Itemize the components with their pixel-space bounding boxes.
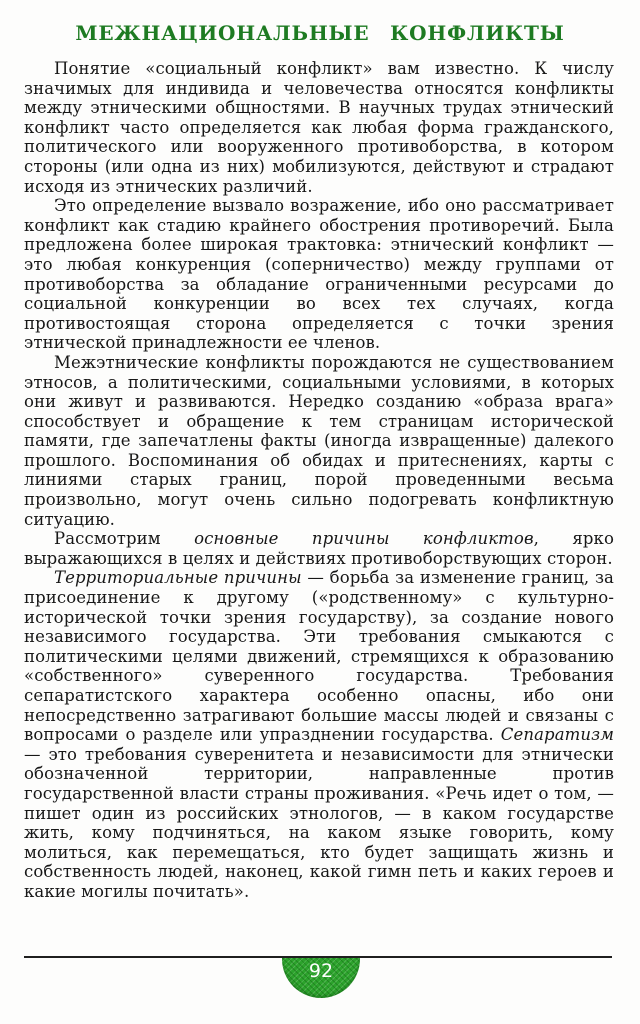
text-segment: — борьба за изменение границ, за присоединение к другому («родственному» с культурно-исторической точки зрения государству), за создание нового независимого государства. Эти требования смыкаются с политическими целями движений, стремящихся к образованию «собственного» суверенного государства. Требования сепаратистского характера особенно опасны, ибо они непосредственно затрагивают большие массы людей и связаны с вопросами о разделе или упразднении государства. [24, 568, 614, 745]
italic-text-segment: основные причины конфликтов [194, 529, 534, 549]
paragraph [24, 529, 614, 568]
body-text [0, 46, 640, 947]
text-segment: Межэтнические конфликты порождаются не существованием этносов, а политическими, социальными условиями, в которых они живут и развиваются. Нередко созданию «образа врага» способствует и обращение к тем страницам исторической памяти, где запечатлены факты (иногда извращенные) далекого прошлого. Воспоминания об обидах и притеснениях, карты с линиями старых границ, порой проведенными весьма произвольно, могут очень сильно подогревать конфликтную ситуацию. [24, 352, 614, 529]
text-segment: — это требования суверенитета и независимости для этнически обозначенной территории, направленные против государственной власти страны проживания. «Речь идет о том, — пишет один из российских этнологов, — в каком государстве жить, кому подчиняться, на каком языке говорить, кому молиться, как перемещаться, кто будет защищать жизнь и собственность людей, наконец, какой гимн петь и каких героев и какие могилы почитать». [24, 744, 614, 901]
paragraph [24, 196, 614, 353]
text-segment: Понятие «социальный конфликт» вам известно. К числу значимых для индивида и человечества относятся конфликты между этническими общностями. В научных трудах этнический конфликт часто определяется как любая форма гражданского, политического или вооруженного противоборства, в котором стороны (или одна из них) мобилизуются, действуют и страдают исходя из этнических различий. [24, 59, 614, 196]
page-number-badge [282, 958, 360, 998]
paragraph [24, 59, 614, 196]
italic-text-segment: Территориальные причины [54, 568, 302, 588]
paragraph [24, 568, 614, 901]
text-segment: , ярко выражающихся в целях и действиях противоборствующих сторон. [24, 529, 614, 568]
text-segment: Рассмотрим [54, 529, 195, 549]
italic-text-segment: Сепаратизм [500, 725, 614, 745]
paragraph [24, 353, 614, 529]
page-footer [0, 952, 640, 1024]
text-segment: Это определение вызвало возражение, ибо оно рассматривает конфликт как стадию крайнего обострения противоречий. Была предложена более широкая трактовка: этнический конфликт — это любая конкуренция (соперничество) между группами от противоборства за обладание ограниченными ресурсами до социальной конкуренции во всех тех случаях, когда противостоящая сторона определяется с точки зрения этнической принадлежности ее членов. [24, 196, 614, 353]
page-title: МЕЖНАЦИОНАЛЬНЫЕ КОНФЛИКТЫ [75, 21, 565, 45]
page-number: 92 [308, 960, 334, 982]
